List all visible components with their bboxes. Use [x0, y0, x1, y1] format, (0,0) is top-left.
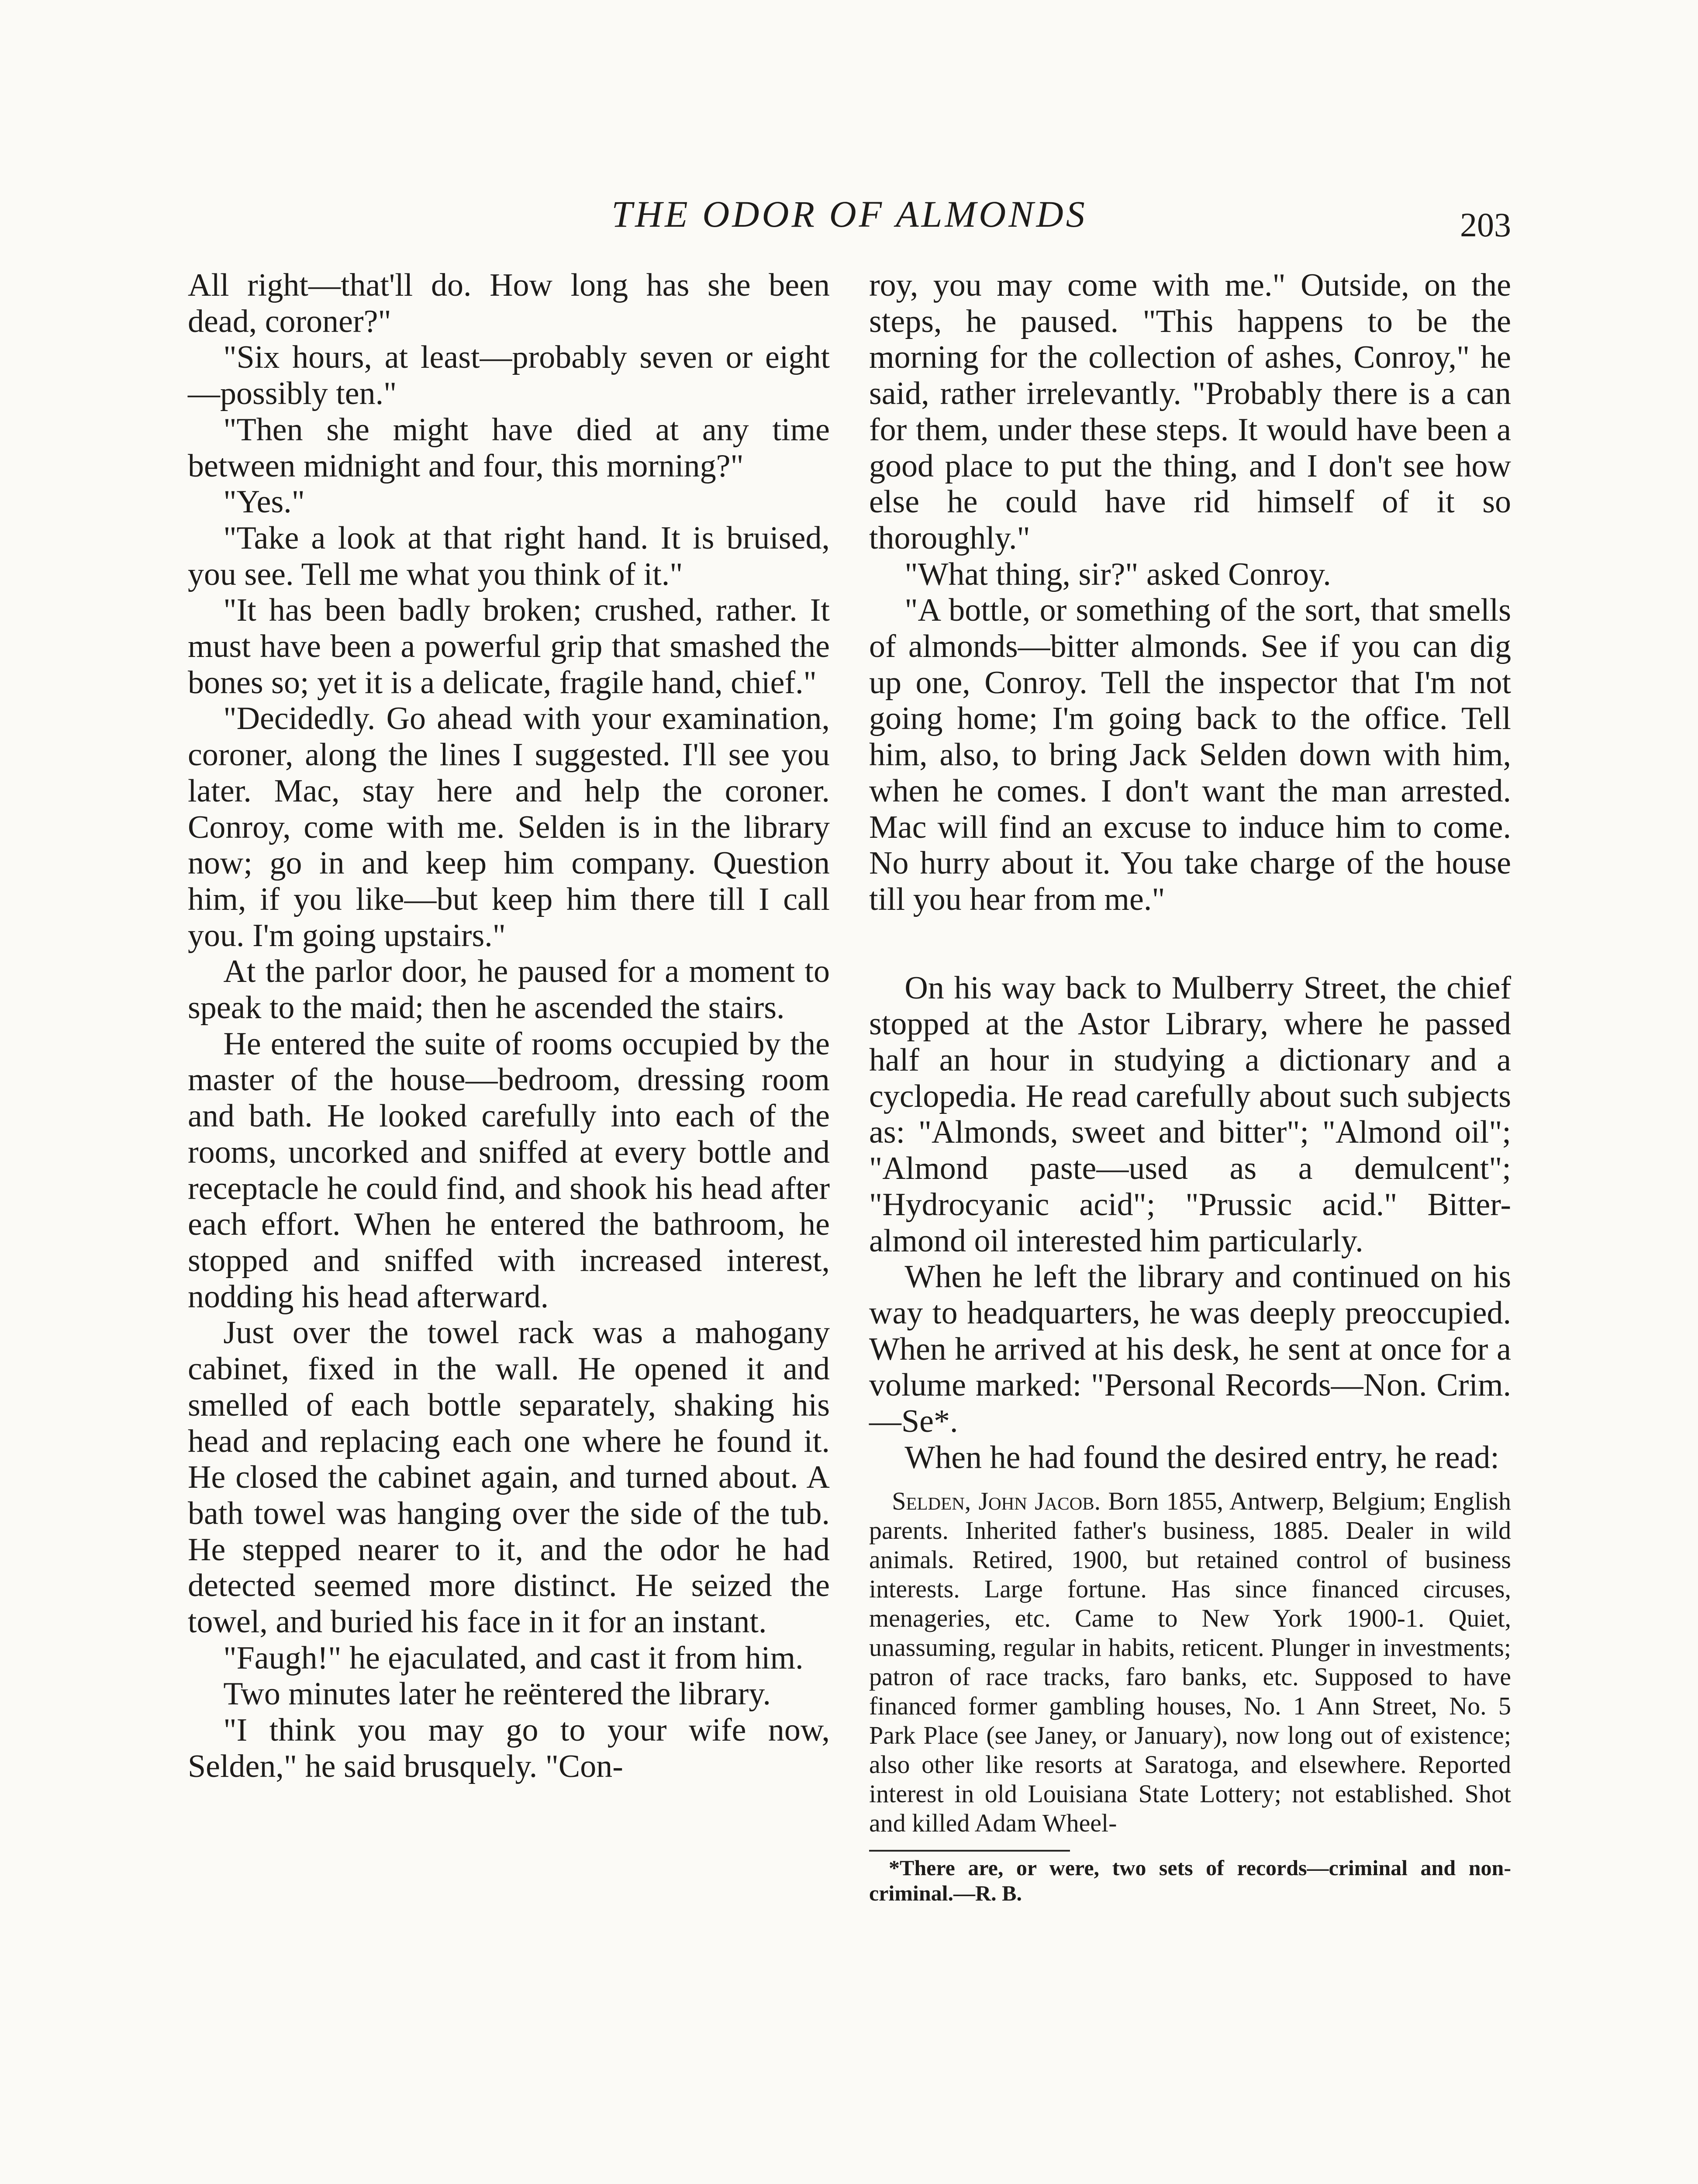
paragraph: "What thing, sir?" asked Conroy. — [904, 556, 1331, 592]
paragraph: Two minutes later he reëntered the library. — [223, 1676, 771, 1712]
paragraph: "Then she might have died at any time between midnight and four, this morning?" — [188, 411, 830, 484]
paragraph: Just over the towel rack was a mahogany cabinet, fixed in the wall. He opened it and smelled of each bottle separately, shaking his head and replacing each one where he found it. He closed the cabinet again, and turned about. A bath towel was hanging over the side of the tub. He stepped nearer to it, and the odor he had detected seemed more distinct. He seized the towel, and buried his face in it for an instant. — [188, 1315, 830, 1640]
paragraph: When he left the library and continued on his way to headquarters, he was deeply preoccupied. When he arrived at his desk, he sent at once for a volume marked: "Personal Records—Non. Crim.—Se*. — [869, 1259, 1511, 1440]
record-text: Born 1855, Antwerp, Belgium; English parents. Inherited father's business, 1885. Dealer in wild animals. Retired, 1900, but retained control of business interests. Large fortune. Has since financed circuses, menageries, etc. Came to New York 1900-1. Quiet, unassuming, regular in habits, reticent. Plunger in investments; patron of race tracks, faro banks, etc. Supposed to have financed former gambling houses, No. 1 Ann Street, No. 5 Park Place (see Janey, or January), now long out of existence; also other like resorts at Saratoga, and elsewhere. Reported interest in old Louisiana State Lottery; not established. Shot and killed Adam Wheel- — [869, 1486, 1512, 1837]
running-title: THE ODOR OF ALMONDS — [611, 193, 1087, 235]
paragraph: He entered the suite of rooms occupied by the master of the house—bedroom, dressing room and bath. He looked carefully into each of the rooms, uncorked and sniffed at every bottle and receptacle he could find, and shook his head after each effort. When he entered the bathroom, he stopped and sniffed with increased interest, nodding his head afterward. — [188, 1026, 830, 1315]
paragraph: "A bottle, or something of the sort, that smells of almonds—bitter almonds. See if you can dig up one, Conroy. Tell the inspector that I'm not going home; I'm going back to the office. Tell him, also, to bring Jack Selden down with him, when he comes. I don't want the man arrested. Mac will find an excuse to induce him to come. No hurry about it. You take charge of the house till you hear from me." — [869, 592, 1511, 917]
right-column — [869, 267, 1511, 1906]
record-name: Selden, John Jacob. — [892, 1486, 1101, 1515]
footnote-divider — [869, 1850, 1070, 1852]
paragraph: All right—that'll do. How long has she been dead, coroner?" — [188, 267, 830, 339]
paragraph: "I think you may go to your wife now, Selden," he said brusquely. "Con- — [188, 1712, 830, 1784]
paragraph: At the parlor door, he paused for a moment to speak to the maid; then he ascended the stairs. — [188, 954, 830, 1026]
record-entry — [869, 1486, 1511, 1838]
paragraph: "Six hours, at least—probably seven or eight—possibly ten." — [188, 339, 830, 412]
paragraph: On his way back to Mulberry Street, the chief stopped at the Astor Library, where he passed half an hour in studying a dictionary and a cyclopedia. He read carefully about such subjects as: "Almonds, sweet and bitter"; "Almond oil"; "Almond paste—used as a demulcent"; "Hydrocyanic acid"; "Prussic acid." Bitter-almond oil interested him particularly. — [869, 970, 1511, 1259]
paragraph: "Decidedly. Go ahead with your examination, coroner, along the lines I suggested. I'll see you later. Mac, stay here and help the coroner. Conroy, come with me. Selden is in the library now; go in and keep him company. Question him, if you like—but keep him there till I call you. I'm going upstairs." — [188, 701, 830, 954]
paragraph: roy, you may come with me." Outside, on the steps, he paused. "This happens to be the morning for the collection of ashes, Conroy," he said, rather irrelevantly. "Probably there is a can for them, under these steps. It would have been a good place to put the thing, and I don't see how else he could have rid himself of it so thoroughly." — [869, 267, 1511, 556]
paragraph: "Faugh!" he ejaculated, and cast it from him. — [223, 1640, 804, 1676]
footnote: *There are, or were, two sets of records—criminal and non-criminal.—R. B. — [869, 1855, 1511, 1905]
paragraph: "It has been badly broken; crushed, rather. It must have been a powerful grip that smashed the bones so; yet it is a delicate, fragile hand, chief." — [188, 592, 830, 701]
left-column — [188, 267, 830, 1785]
running-header — [188, 183, 1511, 249]
paragraph: When he had found the desired entry, he read: — [904, 1439, 1499, 1476]
paragraph: "Yes." — [223, 484, 305, 520]
paragraph: "Take a look at that right hand. It is bruised, you see. Tell me what you think of it." — [188, 520, 830, 592]
page-number: 203 — [1460, 206, 1511, 244]
